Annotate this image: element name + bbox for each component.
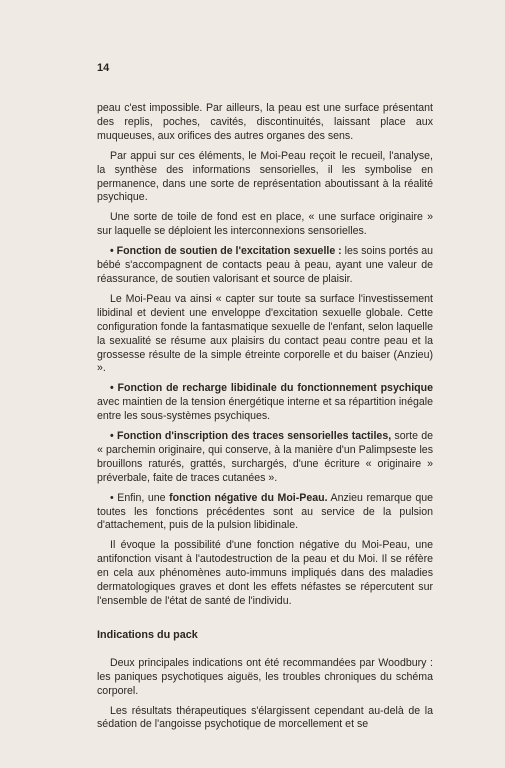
paragraph: Les résultats thérapeutiques s'élargissent cependant au-delà de la sédation de l'angoisse psychotique de morcellement et se [97,704,433,731]
paragraph-text: sorte de « parchemin originaire, qui conserve, à la manière d'un Palimpseste les brouillons raturés, grattés, surchargés, d'une écriture « originaire » préverbale, faite de traces cutanées ». [97,430,433,484]
section-title: Indications du pack [97,628,198,641]
paragraph: Il évoque la possibilité d'une fonction négative du Moi-Peau, une antifonction visant à l'autodestruction de la peau et du Moi. Il se réfère en cela aux phénomènes auto-immuns impliqués dans des maladies dermatologiques graves et dont les effets néfastes se répercutent sur l'ensemble de l'état de santé de l'individu. [97,539,433,607]
bold-heading: • Fonction de soutien de l'excitation sexuelle : [110,245,342,258]
bold-heading: fonction négative du Moi-Peau. [169,491,328,504]
paragraph: peau c'est impossible. Par ailleurs, la peau est une surface présentant des replis, poches, cavités, discontinuités, laissant place aux muqueuses, aux orifices des autres organes des sens. [97,102,433,142]
paragraph-negative [97,492,433,534]
paragraph-inscription [97,430,433,486]
paragraph-text: les soins portés au bébé s'accompagnent de contacts peau à peau, ayant une valeur de réassurance, de soutien valorisant et source de plaisir. [97,245,433,285]
paragraph-text: Anzieu remarque que toutes les fonctions précédentes sont au service de la pulsion d'attachement, puis de la pulsion libidinale. [97,491,434,532]
bold-heading: • Fonction d'inscription des traces sensorielles tactiles, [110,430,392,443]
page-number: 14 [97,62,110,74]
paragraph: Une sorte de toile de fond est en place, « une surface originaire » sur laquelle se déploient les interconnexions sensorielles. [97,211,433,238]
bold-heading: • Fonction de recharge libidinale du fonctionnement psychique [110,382,433,395]
paragraph: Le Moi-Peau va ainsi « capter sur toute sa surface l'investissement libidinal et devient une enveloppe d'excitation sexuelle globale. Cette configuration fonde la fantasmatique sexuelle de l'enfant, selon laquelle la sexualité se résume aux plaisirs du contact peau contre peau et la grossesse résulte de la simple étreinte corporelle et du baiser (Anzieu) ». [97,292,433,375]
paragraph-recharge [97,382,433,424]
paragraph-text: avec maintien de la tension énergétique interne et sa répartition inégale entre les sous-systèmes psychiques. [97,396,433,423]
paragraph: Par appui sur ces éléments, le Moi-Peau reçoit le recueil, l'analyse, la synthèse des informations sensorielles, il les symbolise en permanence, dans une sorte de représentation aboutissant à la réalité psychique. [97,149,433,204]
paragraph: Deux principales indications ont été recommandées par Woodbury : les paniques psychotiques aiguës, les troubles chroniques du schéma corporel. [97,656,433,697]
paragraph-text: • Enfin, une [110,491,170,504]
paragraph-soutien [97,245,433,287]
body-text [97,102,433,738]
